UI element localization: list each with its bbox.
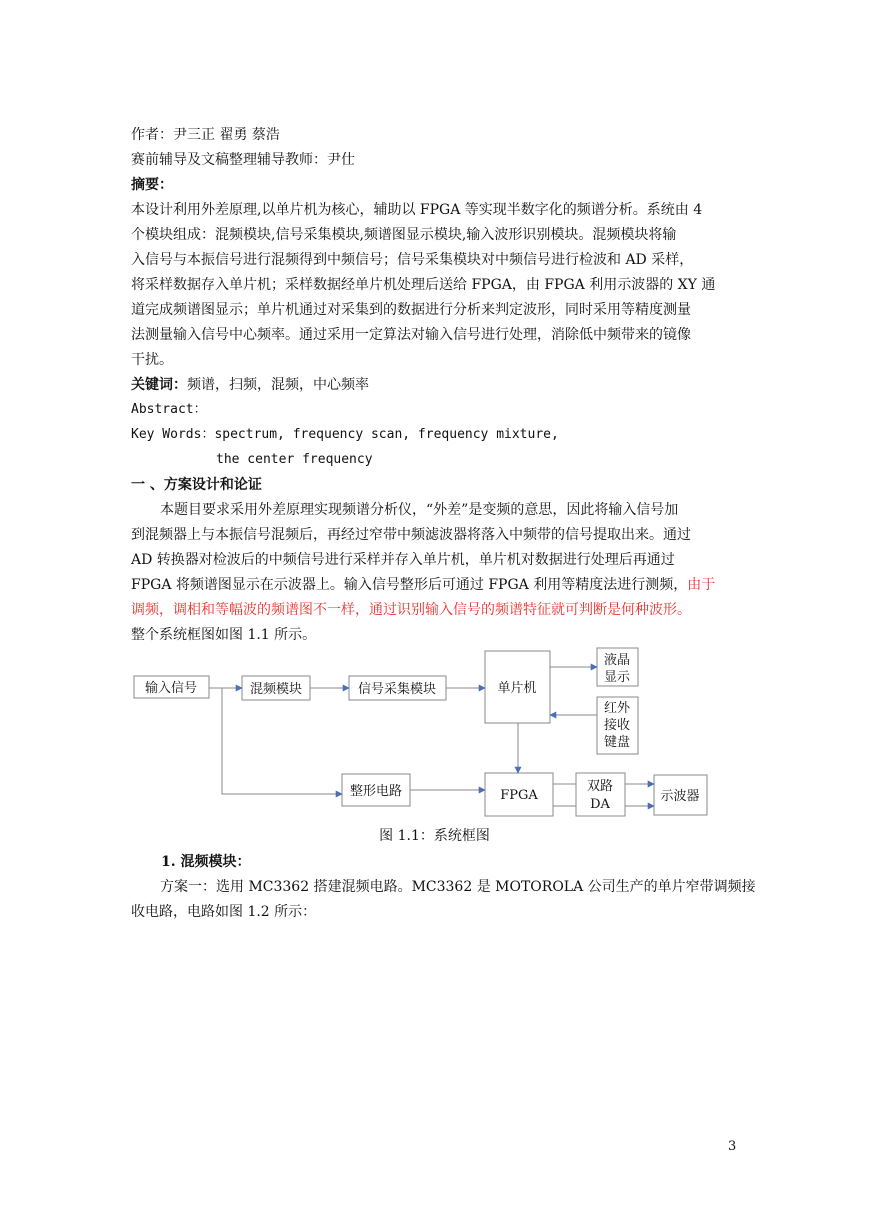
subsection-1-line: 方案一：选用 MC3362 搭建混频电路。MC3362 是 MOTOROLA 公司生产的单片窄带调频接 xyxy=(160,879,756,895)
abstract-line: 干扰。 xyxy=(131,352,173,368)
section-1-line: 到混频器上与本振信号混频后，再经过窄带中频滤波器将落入中频带的信号提取出来。通过 xyxy=(131,527,691,543)
label-ir-1: 红外 xyxy=(603,701,631,716)
section-1-line: 本题目要求采用外差原理实现频谱分析仪，“外差”是变频的意思，因此将输入信号加 xyxy=(160,502,679,518)
label-da-2: DA xyxy=(590,797,610,812)
label-mcu: 单片机 xyxy=(497,681,537,696)
label-fpga: FPGA xyxy=(500,788,538,803)
section-1-line: 整个系统框图如图 1.1 所示。 xyxy=(131,627,317,643)
label-da-1: 双路 xyxy=(586,779,614,794)
system-block-diagram xyxy=(130,645,720,823)
label-mixer: 混频模块 xyxy=(249,682,303,697)
highlight-line: 调频，调相和等幅波的频谱图不一样，通过识别输入信号的频谱特征就可判断是何种波形。 xyxy=(131,602,691,618)
label-scope: 示波器 xyxy=(660,789,700,804)
keywords: 频谱，扫频，混频，中心频率 xyxy=(187,377,369,393)
keywords-label: 关键词： xyxy=(131,377,187,393)
section-1-title: 一 、方案设计和论证 xyxy=(131,477,262,493)
section-1-line-text: FPGA 将频谱图显示在示波器上。输入信号整形后可通过 FPGA 利用等精度法进行测频， xyxy=(131,577,688,593)
label-ir-2: 接收 xyxy=(603,718,631,733)
subsection-1-line: 收电路，电路如图 1.2 所示： xyxy=(131,904,317,920)
label-shaper: 整形电路 xyxy=(349,784,403,799)
abstract-line: 个模块组成：混频模块,信号采集模块,频谱图显示模块,输入波形识别模块。混频模块将输 xyxy=(131,227,677,243)
keywords-en-line-2: the center frequency xyxy=(216,452,373,467)
keywords-en-line-1: Key Words：spectrum, frequency scan, frequency mixture, xyxy=(131,427,559,442)
label-lcd-1: 液晶 xyxy=(603,653,631,668)
advisor: 赛前辅导及文稿整理辅导教师：尹仕 xyxy=(131,152,355,168)
label-lcd-2: 显示 xyxy=(603,670,631,685)
abstract-line: 本设计利用外差原理,以单片机为核心，辅助以 FPGA 等实现半数字化的频谱分析。系统由 4 xyxy=(131,202,703,218)
section-1-line: AD 转换器对检波后的中频信号进行采样并存入单片机，单片机对数据进行处理后再通过 xyxy=(131,552,675,568)
highlight-text: 由于 xyxy=(687,577,716,593)
keywords-row xyxy=(131,373,741,397)
label-input: 输入信号 xyxy=(144,681,198,696)
abstract-line: 道完成频谱图显示；单片机通过对采集到的数据进行分析来判定波形，同时采用等精度测量 xyxy=(131,302,691,318)
authors: 作者：尹三正 翟勇 蔡浩 xyxy=(131,127,280,143)
label-acq: 信号采集模块 xyxy=(357,682,437,697)
figure-caption: 图 1.1：系统框图 xyxy=(379,828,490,844)
section-1-line xyxy=(131,573,741,597)
abstract-heading: 摘要： xyxy=(131,177,173,193)
abstract-line: 法测量输入信号中心频率。通过采用一定算法对输入信号进行处理，消除低中频带来的镜像 xyxy=(131,327,691,343)
abstract-line: 将采样数据存入单片机；采样数据经单片机处理后送给 FPGA，由 FPGA 利用示波器的 XY 通 xyxy=(131,277,716,293)
subsection-1-title: 1. 混频模块： xyxy=(161,854,251,870)
abstract-line: 入信号与本振信号进行混频得到中频信号；信号采集模块对中频信号进行检波和 AD 采样， xyxy=(131,252,694,268)
page-number: 3 xyxy=(728,1139,737,1154)
abstract-en: Abstract： xyxy=(131,402,207,417)
label-ir-3: 键盘 xyxy=(603,735,631,750)
